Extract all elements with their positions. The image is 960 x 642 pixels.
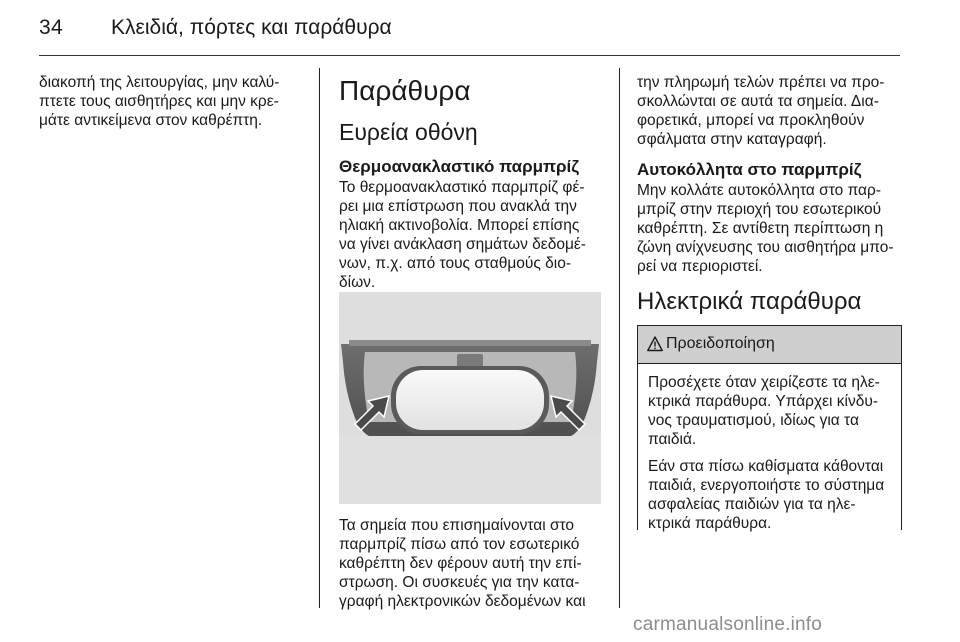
section-title-windows: Παράθυρα: [339, 75, 471, 106]
paragraph-toll-payment: την πληρωμή τελών πρέπει να προ- σκολλώνται σε αυτά τα σημεία. Δια- φορετικά, μπορεί να προκληθούν σφάλματα στην καταγραφή.: [637, 74, 885, 148]
header-rule: [39, 55, 900, 56]
page-number: 34: [39, 16, 63, 39]
heading-power-windows: Ηλεκτρικά παράθυρα: [637, 288, 862, 315]
heading-windscreen-stickers: Αυτοκόλλητα στο παρμπρίζ: [637, 160, 862, 179]
watermark-text: carmanualsonline.info: [633, 614, 823, 635]
heading-heat-reflective-windscreen: Θερμοανακλαστικό παρμπρίζ: [339, 157, 580, 176]
chapter-title: Κλειδιά, πόρτες και παράθυρα: [111, 16, 392, 39]
column-divider-2: [619, 68, 620, 608]
paragraph-heat-reflective: Το θερμοανακλαστικό παρμπρίζ φέ- ρει μια επίστρωση που ανακλά την ηλιακή ακτινοβολία. Μπορεί επίσης να γίνει ανάκλαση σημάτων δεδομέ- νων, π.χ. από τους σταθμούς διο- δίων.: [339, 179, 586, 291]
warning-body: [648, 373, 898, 541]
warning-triangle-icon: [647, 336, 663, 352]
warning-paragraph-2: Εάν στα πίσω καθίσματα κάθονται παιδιά, ενεργοποιήστε το σύστημα ασφαλείας παιδιών για τα ηλε- κτρικά παράθυρα.: [648, 458, 885, 532]
column-1: [39, 73, 309, 130]
paragraph-marked-points: Τα σημεία που επισημαίνονται στο παρμπρίζ πίσω από τον εσωτερικό καθρέπτη δεν φέρουν αυτή την επί- στρωση. Οι συσκευές για την κατα- γραφή ηλεκτρονικών δεδομένων και: [339, 517, 586, 610]
column-1-text: διακοπή της λειτουργίας, μην καλύ- πτετε τους αισθητήρες και μην κρε- μάτε αντικείμενα στον καθρέπτη.: [39, 74, 280, 129]
warning-header: [638, 326, 901, 364]
page-header: [0, 0, 960, 58]
warning-title: Προειδοποίηση: [666, 335, 775, 352]
warning-paragraph-1: Προσέχετε όταν χειρίζεστε τα ηλε- κτρικά παράθυρα. Υπάρχει κίνδυ- νος τραυματισμού, ιδίως για τα παιδιά.: [648, 374, 880, 448]
paragraph-stickers: Μην κολλάτε αυτοκόλλητα στο παρ- μπρίζ στην περιοχή του εσωτερικού καθρέπτη. Σε αντίθετη περίπτωση η ζώνη ανίχνευσης του αισθητήρα μπο- ρεί να περιοριστεί.: [637, 182, 894, 275]
windshield-mirror-illustration: [339, 292, 601, 504]
warning-box: [637, 325, 902, 530]
subsection-title-wide-screen: Ευρεία οθόνη: [339, 119, 478, 145]
column-divider-1: [319, 68, 320, 608]
